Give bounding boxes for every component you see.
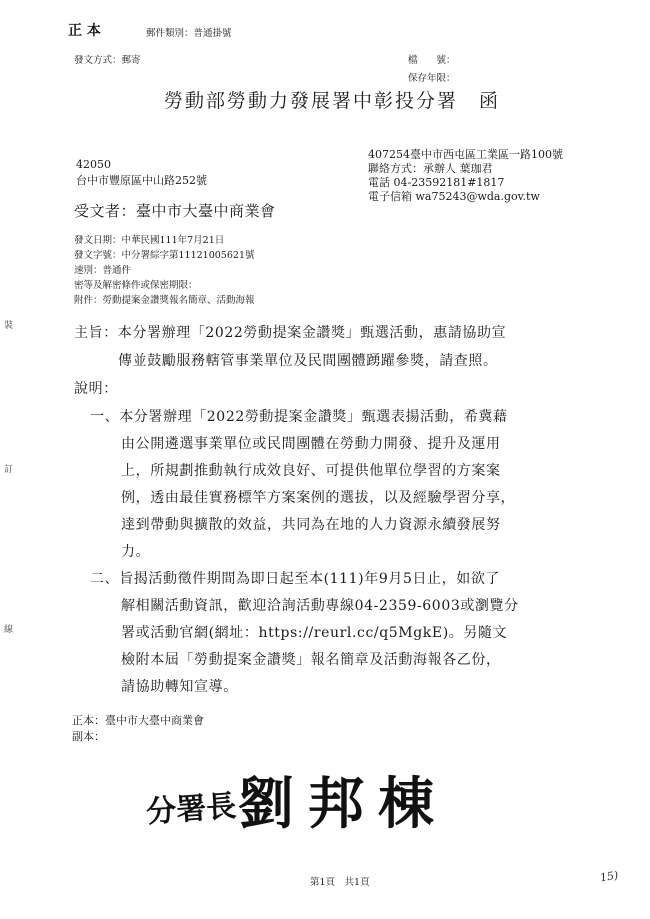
sender-phone: 電話 04-23592181#1817 [368, 176, 505, 189]
speed-class: 速別：普通件 [74, 265, 132, 276]
signature-name: 劉邦棟 [238, 771, 448, 837]
item1-line-4: 例，透由最佳實務標竿方案案例的選拔，以及經驗學習分享， [121, 490, 516, 506]
item1-line-6: 力。 [121, 544, 151, 560]
sender-email: 電子信箱 wa75243@wda.gov.tw [368, 190, 540, 203]
distribution-copy: 副本： [72, 730, 105, 743]
secrecy-level: 密等及解密條件或保密期限： [74, 280, 198, 291]
document-number: 發文字號：中分署綜字第11121005621號 [74, 250, 255, 261]
binding-mark-xian: 線 [4, 625, 14, 635]
item1-line-1: 一、本分署辦理「2022勞動提案金讚獎」甄選表揚活動，希冀藉 [90, 409, 508, 425]
copy-type: 正 本 [68, 23, 101, 39]
retention-label: 保存年限： [408, 73, 456, 84]
binding-mark-ding: 訂 [4, 465, 14, 475]
recipient-name: 受文者：臺中市大臺中商業會 [74, 202, 276, 220]
item2-line-1: 二、旨揭活動徵件期間為即日起至本(111)年9月5日止，如欲了 [90, 571, 501, 587]
sender-address: 407254臺中市西屯區工業區一路100號 [368, 148, 563, 161]
item2-line-3: 署或活動官網(網址：https://reurl.cc/q5MgkE)。另隨文 [121, 625, 508, 641]
mail-category: 郵件類別：普通掛號 [146, 28, 232, 39]
recipient-zip: 42050 [76, 158, 111, 171]
binding-mark-zhuang: 裝 [4, 321, 14, 331]
item1-line-5: 達到帶動與擴散的效益，共同為在地的人力資源永續發展努 [121, 517, 501, 533]
item2-line-2: 解相關活動資訊，歡迎洽詢活動專線04-2359-6003或瀏覽分 [121, 598, 519, 614]
handwritten-note: 15) [599, 868, 620, 885]
issue-date: 發文日期：中華民國111年7月21日 [74, 235, 225, 246]
page-title: 勞動部勞動力發展署中彰投分署 函 [164, 90, 501, 112]
page-number: 第1頁 共1頁 [310, 877, 370, 888]
explanation-heading: 說明： [74, 381, 118, 397]
item2-line-5: 請協助轉知宣導。 [121, 679, 238, 695]
item1-line-2: 由公開遴選事業單位或民間團體在勞動力開發、提升及運用 [121, 436, 501, 452]
recipient-address: 台中市豐原區中山路252號 [76, 174, 207, 187]
attachments: 附件：勞動提案金讚獎報名簡章、活動海報 [74, 295, 255, 306]
subject-line-2: 傳並鼓勵服務轄管事業單位及民間團體踴躍參獎，請查照。 [118, 353, 498, 369]
item1-line-3: 上，所規劃推動執行成效良好、可提供他單位學習的方案案 [121, 463, 501, 479]
file-number-label: 檔 號： [408, 55, 456, 66]
sender-contact: 聯絡方式：承辦人 葉珈君 [368, 162, 493, 175]
item2-line-4: 檢附本屆「勞動提案金讚獎」報名簡章及活動海報各乙份， [121, 652, 501, 668]
signature-title: 分署長 [145, 788, 238, 831]
distribution-original: 正本：臺中市大臺中商業會 [72, 714, 204, 727]
send-method: 發文方式：郵寄 [74, 55, 141, 66]
subject-line-1: 主旨：本分署辦理「2022勞動提案金讚獎」甄選活動，惠請協助宣 [74, 325, 507, 341]
